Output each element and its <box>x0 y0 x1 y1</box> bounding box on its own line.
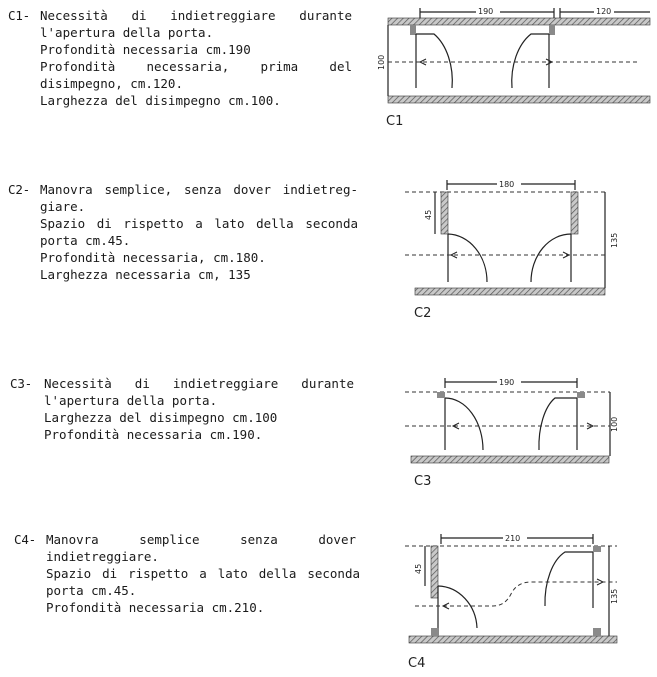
text-line: disimpegno, cm.120. <box>40 76 183 91</box>
diagram-caption: C2 <box>414 306 432 321</box>
door-swing <box>445 398 483 450</box>
text-line: Profondità necessaria cm.190 <box>40 42 251 57</box>
dim-label: 135 <box>610 588 619 604</box>
text-line: Spazio di rispetto a lato della seconda <box>40 216 358 231</box>
item-code: C4- <box>14 532 36 547</box>
text-line: giare. <box>40 199 86 214</box>
wall-bottom <box>409 636 617 643</box>
dim-label: 190 <box>499 378 515 387</box>
door-swing <box>448 234 487 282</box>
text-line: Necessità di indietreggiare durante <box>44 376 354 391</box>
door-swing <box>545 552 593 606</box>
diagram-c2 <box>405 176 657 302</box>
text-line: Profondità necessaria, cm.180. <box>40 250 266 265</box>
item-code: C2- <box>8 182 30 197</box>
text-line: porta cm.45. <box>40 233 131 248</box>
door-swing <box>531 234 571 282</box>
door-swing <box>438 586 477 628</box>
diagram-caption: C1 <box>386 114 404 129</box>
text-line: Spazio di rispetto a lato della seconda <box>46 566 360 581</box>
text-line: Larghezza necessaria cm, 135 <box>40 267 251 282</box>
item-code: C1- <box>8 8 30 23</box>
dim-label: 100 <box>377 54 386 70</box>
dim-label: 210 <box>505 534 521 543</box>
wall-top <box>388 18 650 25</box>
item-code: C3- <box>10 376 32 391</box>
dim-label: 135 <box>610 232 619 248</box>
text-line: Profondità necessaria, prima del <box>40 59 352 74</box>
door-swing <box>539 398 577 450</box>
dim-label: 100 <box>610 416 619 432</box>
diagram-caption: C4 <box>408 656 426 671</box>
dim-label: 45 <box>424 209 433 220</box>
diagram-c1 <box>370 0 657 140</box>
text-line: l'apertura della porta. <box>40 25 214 40</box>
door-swing <box>512 34 549 88</box>
text-line: Larghezza del disimpegno cm.100. <box>40 93 281 108</box>
text-line: Profondità necessaria cm.190. <box>44 427 263 442</box>
diagram-c4 <box>405 528 657 654</box>
dim-label: 45 <box>414 563 423 574</box>
text-line: Profondità necessaria cm.210. <box>46 600 265 615</box>
dim-label: 120 <box>596 7 612 16</box>
wall-bottom <box>388 96 650 103</box>
text-line: l'apertura della porta. <box>44 393 218 408</box>
dim-label: 180 <box>499 180 515 189</box>
text-line: porta cm.45. <box>46 583 137 598</box>
text-line: Manovra semplice, senza dover indietreg- <box>40 182 358 197</box>
diagram-caption: C3 <box>414 474 432 489</box>
text-line: Manovra semplice senza dover <box>46 532 356 547</box>
text-line: Larghezza del disimpegno cm.100 <box>44 410 278 425</box>
dim-label: 190 <box>478 7 494 16</box>
wall-bottom <box>411 456 609 463</box>
text-line: Necessità di indietreggiare durante <box>40 8 352 23</box>
wall-bottom <box>415 288 605 295</box>
diagram-c3 <box>405 372 657 472</box>
text-line: indietreggiare. <box>46 549 159 564</box>
